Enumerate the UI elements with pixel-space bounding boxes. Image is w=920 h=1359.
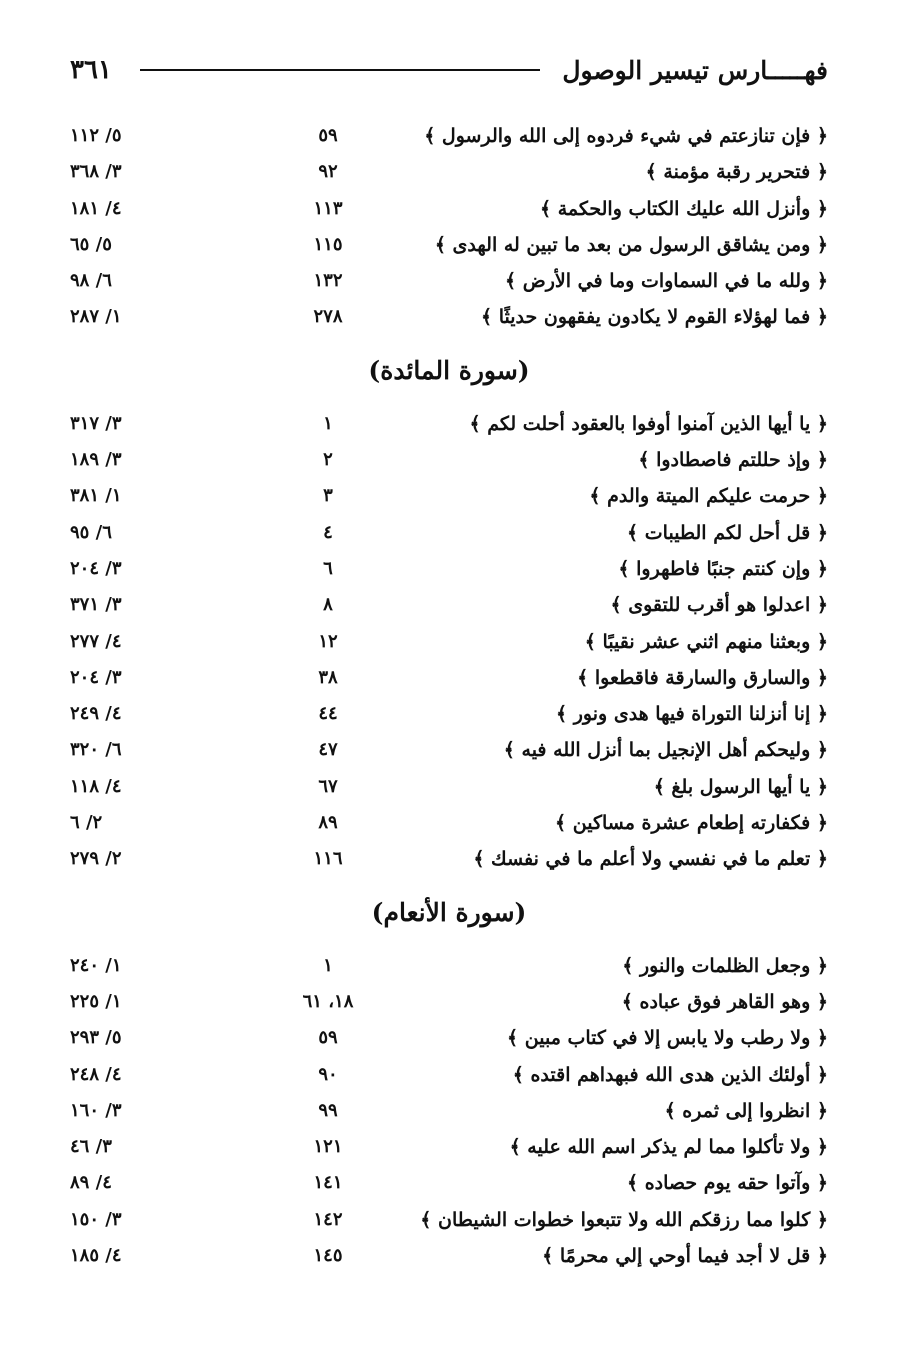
volume-page-ref: ٤/ ١٨١ xyxy=(70,197,122,219)
ayah-number: ٥٩ xyxy=(318,125,338,146)
ayah-number: ٨٩ xyxy=(318,812,338,834)
ayah-number: ٦ xyxy=(323,557,333,579)
volume-page-ref: ١/ ٣٨١ xyxy=(70,485,122,507)
index-section xyxy=(70,336,828,878)
ayah-number: ١ xyxy=(323,954,333,976)
volume-page-ref: ٣/ ١٥٠ xyxy=(70,1208,122,1230)
verse-text: ﴿ حرمت عليكم الميتة والدم ﴾ xyxy=(589,485,828,508)
verse-text: ﴿ وجعل الظلمات والنور ﴾ xyxy=(622,954,828,977)
verse-text: ﴿ يا أيها الذين آمنوا أوفوا بالعقود أحلت لكم ﴾ xyxy=(469,412,828,435)
index-row xyxy=(70,515,828,551)
volume-page-ref: ٤/ ٢٤٨ xyxy=(70,1063,122,1085)
ayah-number: ١٣٢ xyxy=(313,270,343,292)
volume-page-ref: ٦/ ٣٢٠ xyxy=(70,739,122,761)
ayah-number: ١٤٢ xyxy=(313,1208,343,1230)
ayah-number: ١٤١ xyxy=(313,1172,343,1194)
verse-text: ﴿ وإن كنتم جنبًا فاطهروا ﴾ xyxy=(618,557,828,580)
index-row xyxy=(70,1020,828,1056)
ayah-number: ١٤٥ xyxy=(313,1245,343,1267)
verse-text: ﴿ ولا تأكلوا مما لم يذكر اسم الله عليه ﴾ xyxy=(509,1136,828,1159)
verse-text: ﴿ انظروا إلى ثمره ﴾ xyxy=(664,1099,828,1122)
volume-page-ref: ١/ ٢٨٧ xyxy=(70,306,122,328)
volume-page-ref: ٣/ ١٦٠ xyxy=(70,1099,122,1121)
page-header xyxy=(70,50,828,90)
ayah-number: ١ xyxy=(323,412,333,434)
ayah-number: ١١٥ xyxy=(313,233,343,255)
ayah-number: ٢ xyxy=(323,449,333,471)
verse-text: ﴿ فما لهؤلاء القوم لا يكادون يفقهون حديثًا ﴾ xyxy=(481,306,828,329)
index-row xyxy=(70,1093,828,1129)
volume-page-ref: ٣/ ٤٦ xyxy=(70,1136,112,1158)
volume-page-ref: ٢/ ٦ xyxy=(70,812,103,834)
ayah-number: ٨ xyxy=(323,594,333,616)
index-row xyxy=(70,624,828,660)
index-section xyxy=(70,118,828,336)
volume-page-ref: ٤/ ٨٩ xyxy=(70,1172,112,1194)
volume-page-ref: ٥/ ٦٥ xyxy=(70,233,112,255)
volume-page-ref: ٦/ ٩٥ xyxy=(70,521,112,543)
verse-text: ﴿ وأنزل الله عليك الكتاب والحكمة ﴾ xyxy=(539,197,828,220)
ayah-number: ٩٠ xyxy=(318,1063,338,1085)
index-row xyxy=(70,299,828,335)
index-row xyxy=(70,154,828,190)
ayah-number: ١٨، ٦١ xyxy=(302,990,354,1012)
verse-text: ﴿ ومن يشاقق الرسول من بعد ما تبين له الهدى ﴾ xyxy=(434,233,828,256)
verse-text: ﴿ قل لا أجد فيما أوحي إلي محرمًا ﴾ xyxy=(542,1245,828,1268)
index-row xyxy=(70,478,828,514)
index-row xyxy=(70,841,828,877)
index-row xyxy=(70,1238,828,1274)
volume-page-ref: ١/ ٢٢٥ xyxy=(70,990,122,1012)
running-title: فهـــــارس تيسير الوصول xyxy=(562,55,828,85)
verse-text: ﴿ أولئك الذين هدى الله فبهداهم اقتده ﴾ xyxy=(512,1063,828,1086)
index-row xyxy=(70,660,828,696)
ayah-number: ٩٩ xyxy=(318,1099,338,1121)
ayah-number: ٥٩ xyxy=(318,1027,338,1049)
ayah-number: ٣ xyxy=(323,485,333,507)
verse-text: ﴿ وبعثنا منهم اثني عشر نقيبًا ﴾ xyxy=(584,630,828,653)
index-row xyxy=(70,1202,828,1238)
index-row xyxy=(70,587,828,623)
index-row xyxy=(70,118,828,154)
index-row xyxy=(70,948,828,984)
verse-text: ﴿ وهو القاهر فوق عباده ﴾ xyxy=(621,990,828,1013)
ayah-number: ٣٨ xyxy=(318,666,338,688)
index-row xyxy=(70,1165,828,1201)
verse-text: ﴿ وليحكم أهل الإنجيل بما أنزل الله فيه ﴾ xyxy=(503,739,828,762)
volume-page-ref: ٤/ ٢٤٩ xyxy=(70,703,122,725)
surah-title: (سورة المائدة) xyxy=(368,355,530,385)
volume-page-ref: ٣/ ٢٠٤ xyxy=(70,666,122,688)
verse-text: ﴿ فتحرير رقبة مؤمنة ﴾ xyxy=(645,161,828,184)
index-row xyxy=(70,696,828,732)
volume-page-ref: ٥/ ١١٢ xyxy=(70,125,122,146)
volume-page-ref: ٤/ ٢٧٧ xyxy=(70,630,122,652)
index-row xyxy=(70,551,828,587)
page-number: ٣٦١ xyxy=(70,55,112,85)
volume-page-ref: ٣/ ٢٠٤ xyxy=(70,557,122,579)
volume-page-ref: ٣/ ٣٦٨ xyxy=(70,161,122,183)
index-row xyxy=(70,406,828,442)
ayah-number: ١١٦ xyxy=(313,848,343,870)
index-row xyxy=(70,805,828,841)
index-row xyxy=(70,191,828,227)
verse-text: ﴿ فكفارته إطعام عشرة مساكين ﴾ xyxy=(555,812,828,835)
volume-page-ref: ٤/ ١١٨ xyxy=(70,775,122,797)
index-row xyxy=(70,1057,828,1093)
verse-text: ﴿ وإذ حللتم فاصطادوا ﴾ xyxy=(638,449,828,472)
volume-page-ref: ١/ ٢٤٠ xyxy=(70,954,122,976)
ayah-number: ١١٣ xyxy=(313,197,343,219)
ayah-number: ٤٧ xyxy=(318,739,338,761)
verse-text: ﴿ إنا أنزلنا التوراة فيها هدى ونور ﴾ xyxy=(556,703,828,726)
verse-text: ﴿ ولله ما في السماوات وما في الأرض ﴾ xyxy=(505,270,828,293)
ayah-number: ٩٢ xyxy=(318,161,338,183)
index-row xyxy=(70,227,828,263)
surah-title: (سورة الأنعام) xyxy=(371,897,527,927)
verse-text: ﴿ والسارق والسارقة فاقطعوا ﴾ xyxy=(577,666,828,689)
ayah-number: ٤ xyxy=(323,521,333,543)
index-row xyxy=(70,769,828,805)
volume-page-ref: ٣/ ٣١٧ xyxy=(70,412,122,434)
verse-text: ﴿ كلوا مما رزقكم الله ولا تتبعوا خطوات الشيطان ﴾ xyxy=(420,1208,828,1231)
verse-text: ﴿ اعدلوا هو أقرب للتقوى ﴾ xyxy=(610,594,828,617)
ayah-number: ٦٧ xyxy=(318,775,338,797)
verse-text: ﴿ وآتوا حقه يوم حصاده ﴾ xyxy=(626,1172,828,1195)
volume-page-ref: ٦/ ٩٨ xyxy=(70,270,112,292)
index-row xyxy=(70,263,828,299)
volume-page-ref: ٣/ ٣٧١ xyxy=(70,594,122,616)
ayah-number: ١٢ xyxy=(318,630,338,652)
volume-page-ref: ٢/ ٢٧٩ xyxy=(70,848,122,870)
volume-page-ref: ٤/ ١٨٥ xyxy=(70,1245,122,1267)
verse-text: ﴿ يا أيها الرسول بلغ ﴾ xyxy=(653,775,828,798)
ayah-number: ١٢١ xyxy=(313,1136,343,1158)
header-rule xyxy=(140,69,540,71)
index-row xyxy=(70,984,828,1020)
volume-page-ref: ٥/ ٢٩٣ xyxy=(70,1027,122,1049)
verse-text: ﴿ ولا رطب ولا يابس إلا في كتاب مبين ﴾ xyxy=(507,1027,828,1050)
index-row xyxy=(70,442,828,478)
index-row xyxy=(70,732,828,768)
verse-text: ﴿ تعلم ما في نفسي ولا أعلم ما في نفسك ﴾ xyxy=(473,848,828,871)
index-section xyxy=(70,878,828,1275)
volume-page-ref: ٣/ ١٨٩ xyxy=(70,449,122,471)
index-row xyxy=(70,1129,828,1165)
ayah-number: ٢٧٨ xyxy=(313,306,343,328)
verse-text: ﴿ فإن تنازعتم في شيء فردوه إلى الله والرسول ﴾ xyxy=(424,125,828,147)
index-content xyxy=(70,118,828,1274)
verse-text: ﴿ قل أحل لكم الطيبات ﴾ xyxy=(627,521,828,544)
ayah-number: ٤٤ xyxy=(318,703,338,725)
